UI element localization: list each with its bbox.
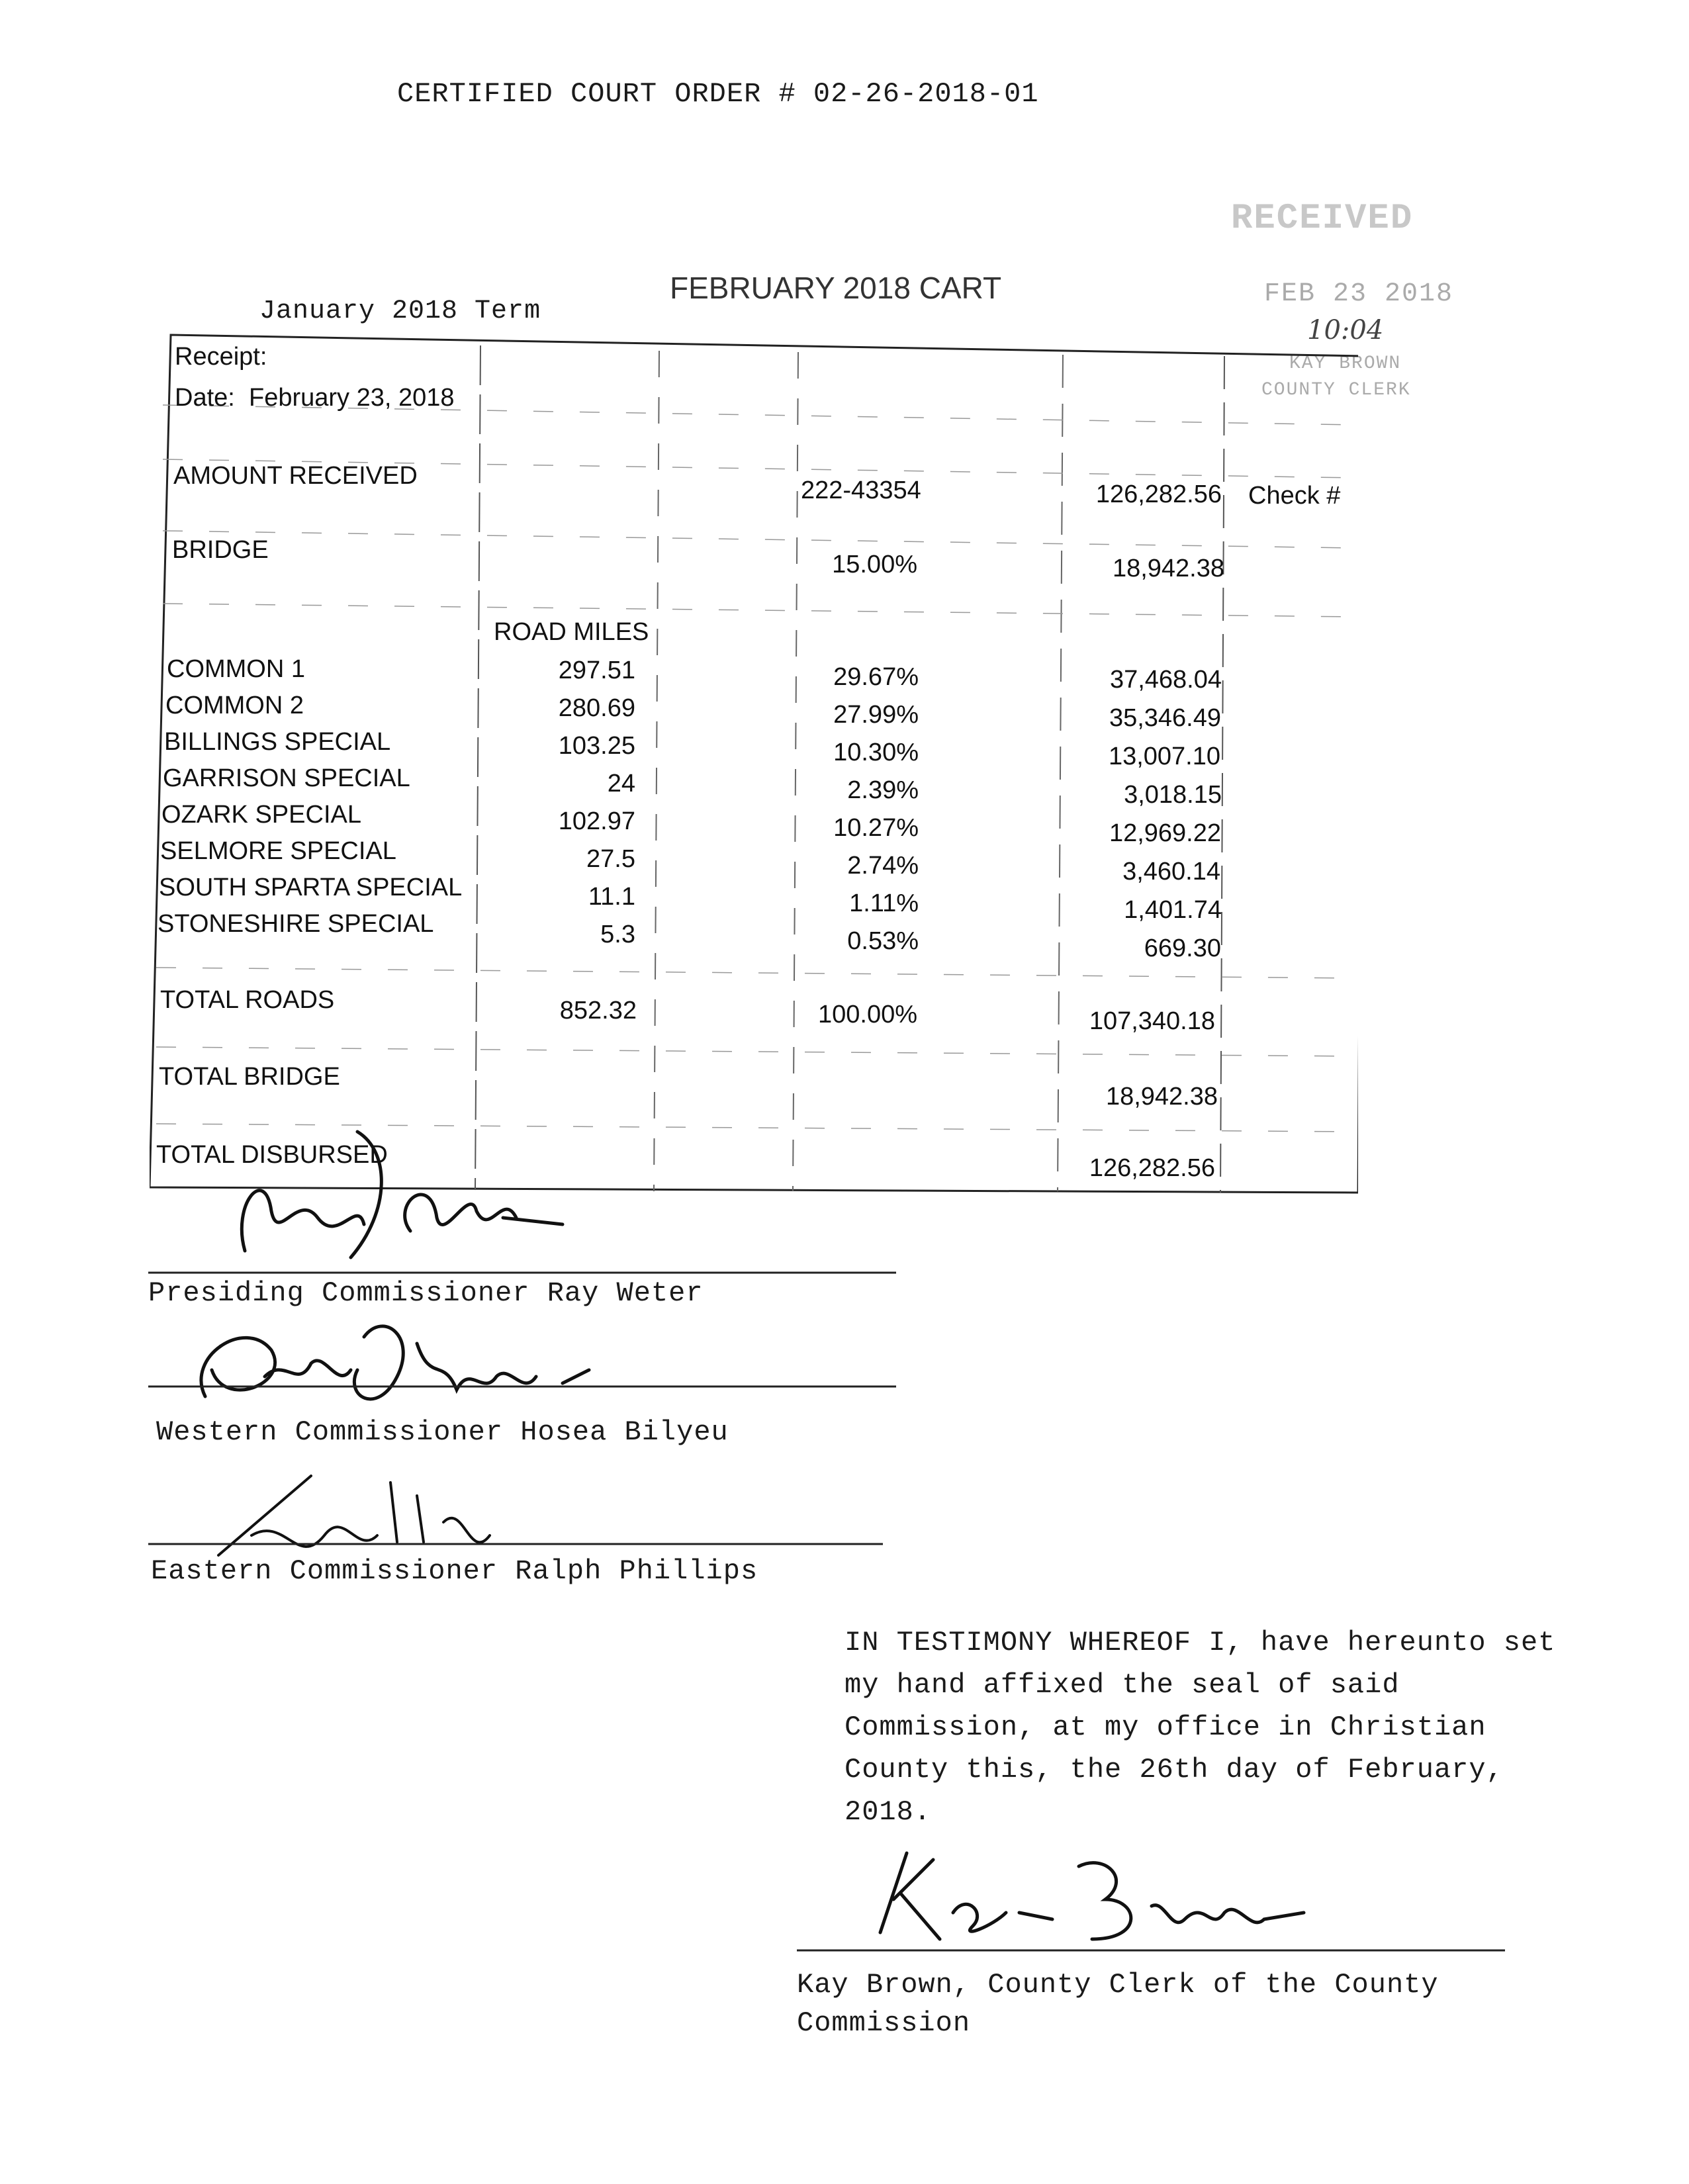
fund-road-miles: 5.3 bbox=[600, 921, 635, 948]
total-roads-percent: 100.00% bbox=[817, 1001, 917, 1028]
fund-label: BILLINGS SPECIAL bbox=[164, 728, 391, 756]
bridge-label: BRIDGE bbox=[172, 536, 269, 564]
fund-road-miles: 280.69 bbox=[558, 694, 635, 722]
signature-line-clerk bbox=[797, 1948, 1505, 1952]
fund-label: COMMON 2 bbox=[165, 692, 304, 719]
fund-label: STONESHIRE SPECIAL bbox=[158, 910, 434, 938]
fund-amount: 12,969.22 bbox=[1109, 819, 1221, 847]
fund-amount: 1,401.74 bbox=[1124, 896, 1222, 924]
column-divider bbox=[654, 351, 659, 1191]
fund-percent: 10.27% bbox=[833, 814, 919, 842]
column-divider bbox=[1058, 355, 1063, 1191]
total-bridge-label: TOTAL BRIDGE bbox=[159, 1063, 340, 1091]
fund-label: SELMORE SPECIAL bbox=[160, 837, 396, 865]
total-bridge-amount: 18,942.38 bbox=[1105, 1083, 1218, 1111]
fund-percent: 1.11% bbox=[849, 889, 919, 917]
total-roads-amount: 107,340.18 bbox=[1089, 1007, 1215, 1035]
signature-line-western bbox=[148, 1385, 896, 1388]
fund-road-miles: 102.97 bbox=[558, 807, 635, 835]
column-divider bbox=[793, 352, 798, 1191]
fund-road-miles: 11.1 bbox=[588, 883, 635, 911]
total-disbursed-amount: 126,282.56 bbox=[1089, 1154, 1215, 1182]
signature-line-eastern bbox=[148, 1542, 883, 1546]
fund-amount: 35,346.49 bbox=[1109, 704, 1221, 732]
fund-percent: 10.30% bbox=[833, 739, 919, 766]
column-divider bbox=[475, 345, 480, 1190]
fund-percent: 29.67% bbox=[833, 663, 919, 691]
row-divider bbox=[156, 968, 1354, 978]
signature-line-presiding bbox=[148, 1271, 896, 1275]
check-number-label: Check # bbox=[1248, 482, 1341, 510]
cart-table bbox=[150, 332, 1358, 1194]
order-title: CERTIFIED COURT ORDER # 02-26-2018-01 bbox=[397, 78, 1039, 110]
stamp-date: FEB 23 2018 bbox=[1264, 279, 1454, 309]
fund-amount: 13,007.10 bbox=[1108, 743, 1220, 770]
signature-brown-image bbox=[854, 1840, 1330, 1952]
fund-road-miles: 27.5 bbox=[586, 845, 635, 873]
fund-label: COMMON 1 bbox=[167, 655, 305, 683]
total-roads-miles: 852.32 bbox=[559, 997, 637, 1024]
row-divider bbox=[156, 1047, 1354, 1056]
signature-bilyeu-image bbox=[165, 1297, 642, 1436]
fund-amount: 669.30 bbox=[1144, 934, 1221, 962]
stamp-clerk-name: KAY BROWN bbox=[1289, 353, 1402, 374]
clerk-label: Kay Brown, County Clerk of the County Commission bbox=[797, 1969, 1439, 2039]
signature-weter-image bbox=[192, 1125, 655, 1271]
stamp-clerk-title: COUNTY CLERK bbox=[1261, 380, 1411, 400]
receipt-label: Receipt: bbox=[175, 343, 267, 371]
western-commissioner-label: Western Commissioner Hosea Bilyeu bbox=[156, 1416, 729, 1448]
stamp-received: RECEIVED bbox=[1231, 199, 1414, 239]
term-label: January 2018 Term bbox=[259, 296, 541, 326]
cart-title: FEBRUARY 2018 CART bbox=[670, 271, 1002, 305]
presiding-commissioner-label: Presiding Commissioner Ray Weter bbox=[148, 1277, 704, 1309]
total-roads-label: TOTAL ROADS bbox=[160, 986, 335, 1014]
stamp-handwritten-time: 10:04 bbox=[1307, 315, 1384, 345]
total-disbursed-label: TOTAL DISBURSED bbox=[156, 1141, 388, 1169]
date-label: Date: bbox=[175, 384, 235, 412]
fund-percent: 27.99% bbox=[833, 701, 919, 729]
fund-percent: 0.53% bbox=[847, 927, 919, 955]
amount-received-amount: 126,282.56 bbox=[1095, 480, 1222, 508]
fund-percent: 2.74% bbox=[847, 852, 919, 880]
fund-amount: 3,460.14 bbox=[1122, 858, 1220, 886]
eastern-commissioner-label: Eastern Commissioner Ralph Phillips bbox=[151, 1555, 758, 1587]
fund-road-miles: 24 bbox=[607, 770, 635, 797]
bridge-amount: 18,942.38 bbox=[1112, 555, 1224, 582]
fund-label: OZARK SPECIAL bbox=[161, 801, 361, 829]
amount-received-reference: 222-43354 bbox=[801, 477, 921, 504]
row-divider bbox=[163, 604, 1354, 617]
bridge-percent: 15.00% bbox=[832, 551, 917, 578]
fund-label: SOUTH SPARTA SPECIAL bbox=[159, 874, 463, 901]
fund-road-miles: 297.51 bbox=[558, 657, 635, 684]
date-value: February 23, 2018 bbox=[249, 384, 455, 412]
fund-road-miles: 103.25 bbox=[558, 732, 635, 760]
row-divider bbox=[163, 531, 1354, 548]
fund-amount: 3,018.15 bbox=[1124, 781, 1222, 809]
fund-percent: 2.39% bbox=[847, 776, 919, 804]
fund-amount: 37,468.04 bbox=[1109, 666, 1222, 694]
fund-label: GARRISON SPECIAL bbox=[163, 764, 410, 792]
testimony-paragraph: IN TESTIMONY WHEREOF I, have hereunto set my hand affixed the seal of said Commission, at my office in Christian County this, the 26th day of February, 2018. bbox=[844, 1627, 1556, 1828]
road-miles-header: ROAD MILES bbox=[494, 618, 649, 646]
amount-received-label: AMOUNT RECEIVED bbox=[173, 462, 418, 490]
